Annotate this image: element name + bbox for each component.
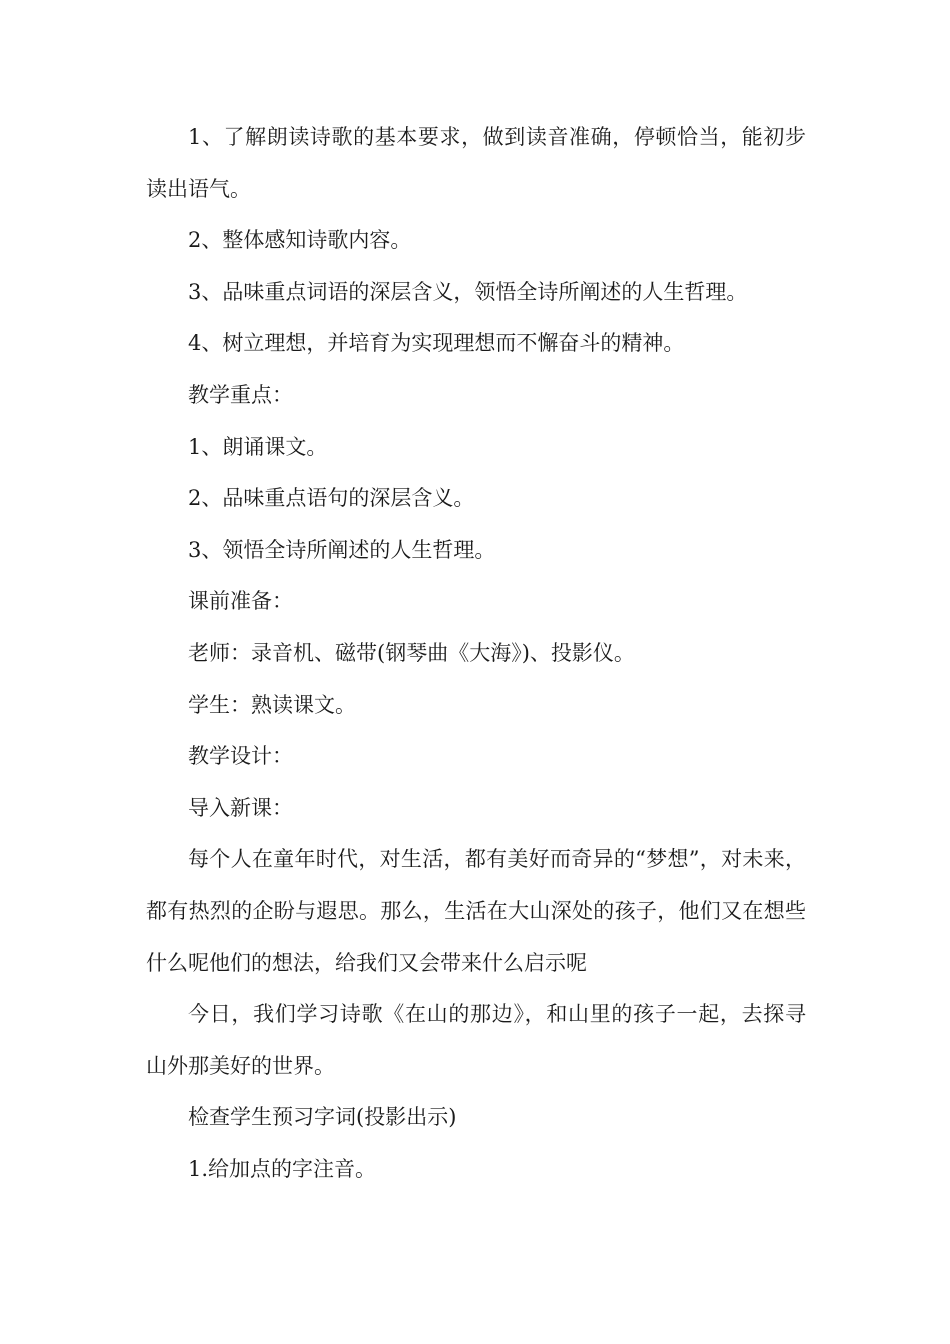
paragraph-objective-4: 4、树立理想，并培育为实现理想而不懈奋斗的精神。: [188, 331, 685, 356]
paragraph-check-preview: 检查学生预习字词(投影出示): [188, 1105, 457, 1130]
heading-key-points: 教学重点：: [188, 382, 293, 407]
paragraph-key-point-1: 1、朗诵课文。: [188, 434, 328, 459]
document-body: [146, 112, 806, 1195]
heading-introduction: 导入新课：: [188, 795, 293, 820]
paragraph-objective-2: 2、整体感知诗歌内容。: [188, 228, 412, 253]
paragraph-teacher-prep: 老师：录音机、磁带(钢琴曲《大海》)、投影仪。: [188, 640, 635, 665]
paragraph-intro-2: 今日，我们学习诗歌《在山的那边》，和山里的孩子一起，去探寻山外那美好的世界。: [146, 1002, 806, 1078]
paragraph-key-point-2: 2、品味重点语句的深层含义。: [188, 486, 475, 511]
heading-preparation: 课前准备：: [188, 589, 293, 614]
paragraph-intro-1: 每个人在童年时代，对生活，都有美好而奇异的“梦想”，对未来，都有热烈的企盼与遐思。那么，生活在大山深处的孩子，他们又在想些什么呢他们的想法，给我们又会带来什么启示呢: [146, 847, 806, 975]
paragraph-key-point-3: 3、领悟全诗所阐述的人生哲理。: [188, 537, 496, 562]
paragraph-student-prep: 学生：熟读课文。: [188, 692, 356, 717]
paragraph-pinyin-task: 1.给加点的字注音。: [188, 1156, 377, 1181]
heading-teaching-design: 教学设计：: [188, 744, 293, 769]
paragraph-objective-1: 1、了解朗读诗歌的基本要求，做到读音准确，停顿恰当，能初步读出语气。: [146, 125, 806, 201]
paragraph-objective-3: 3、品味重点词语的深层含义，领悟全诗所阐述的人生哲理。: [188, 279, 748, 304]
